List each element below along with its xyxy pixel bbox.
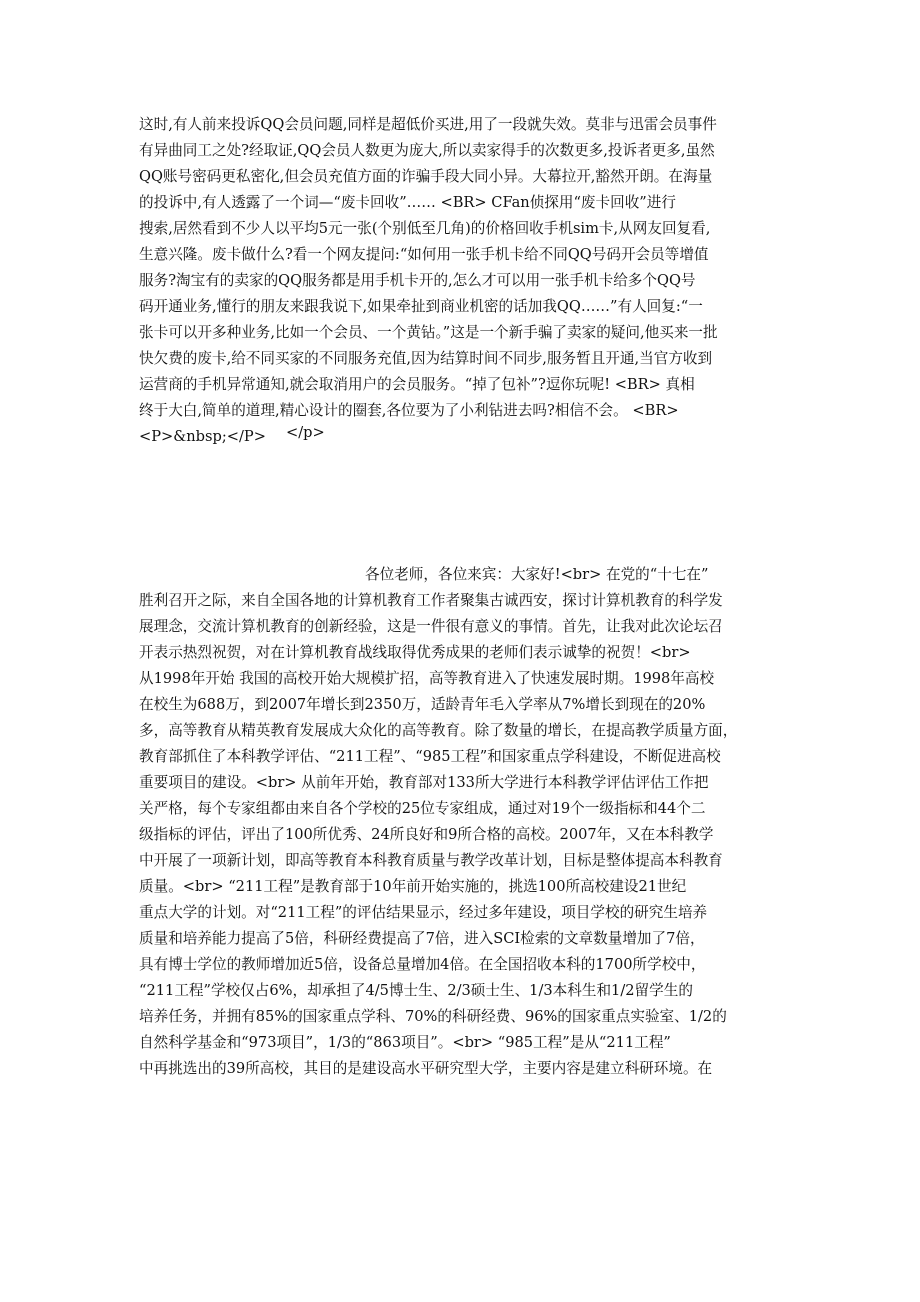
text-line: 重点大学的计划。对“211工程”的评估结果显示，经过多年建设，项目学校的研究生培养 <box>139 904 708 921</box>
text-line: <P>&nbsp;</P> <box>139 428 266 445</box>
text-line: 质量。<br> “211工程”是教育部于10年前开始实施的，挑选100所高校建设21世纪 <box>139 878 687 895</box>
article-paragraph-qq-fraud <box>139 112 793 450</box>
text-line: 具有博士学位的教师增加近5倍，设备总量增加4倍。在全国招收本科的1700所学校中， <box>139 956 706 973</box>
text-line: 质量和培养能力提高了5倍，科研经费提高了7倍，进入SCI检索的文章数量增加了7倍， <box>139 930 705 947</box>
text-line: 自然科学基金和“973项目”，1/3的“863项目”。<br> “985工程”是从“211工程” <box>139 1034 671 1051</box>
text-line: 的投诉中,有人透露了一个词—“废卡回收”…… <BR> CFan侦探用“废卡回收”进行 <box>139 194 676 211</box>
text-line: 胜利召开之际，来自全国各地的计算机教育工作者聚集古诚西安，探讨计算机教育的科学发 <box>139 592 723 609</box>
text-line: 教育部抓住了本科教学评估、“211工程”、“985工程”和国家重点学科建设，不断促进高校 <box>139 748 721 765</box>
text-line: 在校生为688万，到2007年增长到2350万，适龄青年毛入学率从7%增长到现在的20% <box>139 696 706 713</box>
text-line: 这时,有人前来投诉QQ会员问题,同样是超低价买进,用了一段就失效。莫非与迅雷会员事件 <box>139 116 717 133</box>
text-line: </p> <box>286 424 325 441</box>
text-line: 多，高等教育从精英教育发展成大众化的高等教育。除了数量的增长，在提高教学质量方面， <box>139 722 738 739</box>
text-line: 级指标的评估，评出了100所优秀、24所良好和9所合格的高校。2007年，又在本科教学 <box>139 826 714 843</box>
text-line: 搜索,居然看到不少人以平均5元一张(个别低至几角)的价格回收手机sim卡,从网友回复看, <box>139 220 711 237</box>
text-line: 从1998年开始 我国的高校开始大规模扩招，高等教育进入了快速发展时期。1998年高校 <box>139 670 715 687</box>
text-line: 生意兴隆。废卡做什么?看一个网友提问:“如何用一张手机卡给不同QQ号码开会员等增值 <box>139 246 709 263</box>
text-line: QQ账号密码更私密化,但会员充值方面的诈骗手段大同小异。大幕拉开,豁然开朗。在海量 <box>139 168 713 185</box>
article-paragraph-speech <box>139 562 793 1082</box>
text-line: 终于大白,简单的道理,精心设计的圈套,各位要为了小利钻进去吗?相信不会。 <BR> <box>139 402 679 419</box>
text-line: 关严格，每个专家组都由来自各个学校的25位专家组成，通过对19个一级指标和44个二 <box>139 800 706 817</box>
text-line: 开表示热烈祝贺，对在计算机教育战线取得优秀成果的老师们表示诚挚的祝贺！<br> <box>139 644 691 661</box>
text-line: 中再挑选出的39所高校，其目的是建设高水平研究型大学，主要内容是建立科研环境。在 <box>139 1060 713 1077</box>
text-line: 各位老师，各位来宾：大家好!<br> 在党的“十七在” <box>365 566 709 583</box>
text-line: 快欠费的废卡,给不同买家的不同服务充值,因为结算时间不同步,服务暂且开通,当官方收到 <box>139 350 713 367</box>
text-line: 码开通业务,懂行的朋友来跟我说下,如果牵扯到商业机密的话加我QQ……”有人回复:“一 <box>139 298 703 315</box>
text-line: 服务?淘宝有的卖家的QQ服务都是用手机卡开的,怎么才可以用一张手机卡给多个QQ号 <box>139 272 696 289</box>
text-line: 展理念，交流计算机教育的创新经验，这是一件很有意义的事情。首先，让我对此次论坛召 <box>139 618 723 635</box>
text-line: 培养任务，并拥有85%的国家重点学科、70%的科研经费、96%的国家重点实验室、1/2的 <box>139 1008 727 1025</box>
text-line: 有异曲同工之处?经取证,QQ会员人数更为庞大,所以卖家得手的次数更多,投诉者更多,虽然 <box>139 142 715 159</box>
text-line: 中开展了一项新计划，即高等教育本科教育质量与教学改革计划，目标是整体提高本科教育 <box>139 852 723 869</box>
html-close-tag-line <box>139 420 793 446</box>
text-line: 重要项目的建设。<br> 从前年开始，教育部对133所大学进行本科教学评估评估工作把 <box>139 774 709 791</box>
text-line: 张卡可以开多种业务,比如一个会员、一个黄钻。”这是一个新手骗了卖家的疑问,他买来一批 <box>139 324 718 341</box>
text-line: “211工程”学校仅占6%，却承担了4/5博士生、2/3硕士生、1/3本科生和1/2留学生的 <box>139 982 693 999</box>
text-line: 运营商的手机异常通知,就会取消用户的会员服务。“掉了包补”?逗你玩呢! <BR> 真相 <box>139 376 695 393</box>
